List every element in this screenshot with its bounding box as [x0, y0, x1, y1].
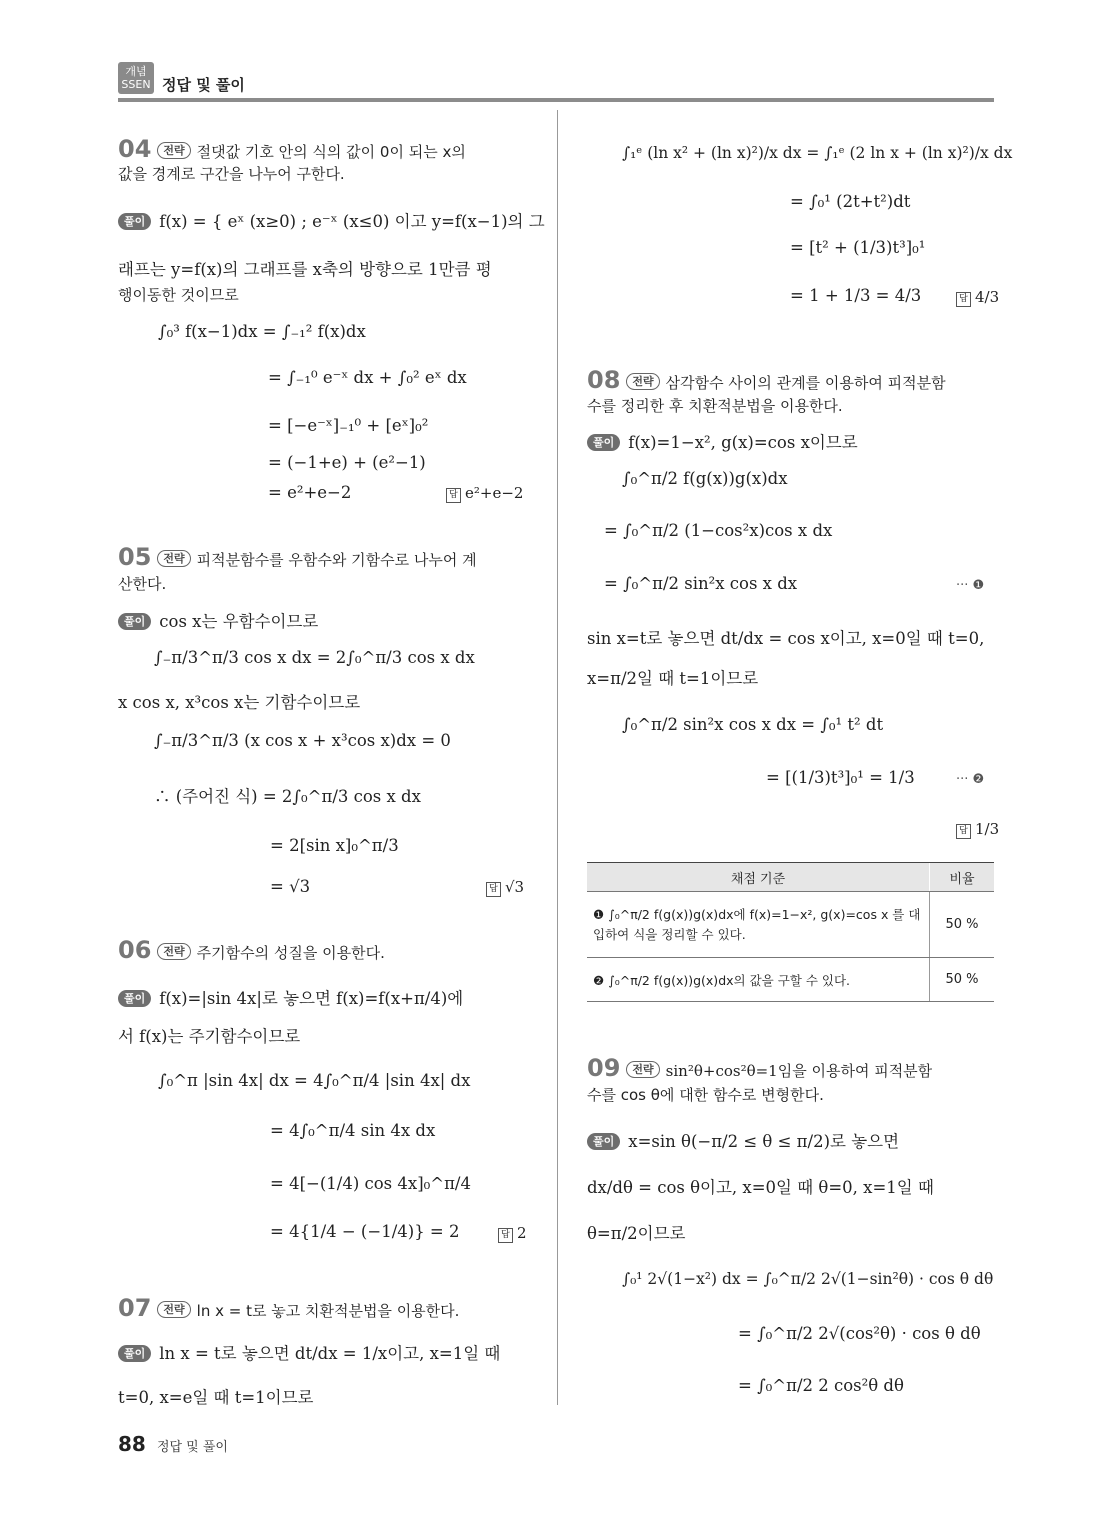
- math-line: = ∫₀^π/2 (1−cos²x)cos x dx: [604, 521, 833, 540]
- table-header: 채점 기준: [587, 863, 930, 892]
- text-line: 행이동한 것이므로: [118, 286, 239, 304]
- solution-line: [587, 429, 858, 453]
- problem-04-heading: [118, 135, 466, 163]
- problem-number: 04: [118, 135, 152, 163]
- math-line: = (−1+e) + (e²−1): [268, 453, 426, 472]
- answer: [446, 484, 523, 503]
- answer-icon: 답: [956, 824, 971, 839]
- solution-line: [118, 608, 318, 632]
- math-line: f(x) = { eˣ (x≥0) ; e⁻ˣ (x≤0) 이고 y=f(x−1)의 그: [159, 212, 545, 231]
- math-line: = 4∫₀^π/4 sin 4x dx: [270, 1121, 436, 1140]
- problem-05-heading: [118, 543, 477, 571]
- step-marker: ··· ❷: [956, 772, 985, 787]
- answer-value: 4/3: [975, 288, 1000, 306]
- math-line: 래프는 y=f(x)의 그래프를 x축의 방향으로 1만큼 평: [118, 260, 492, 279]
- math-line: = ∫₋₁⁰ e⁻ˣ dx + ∫₀² eˣ dx: [268, 368, 467, 387]
- solution-tag: 풀이: [587, 1133, 620, 1150]
- answer: [486, 878, 524, 897]
- step-marker: ··· ❶: [956, 578, 985, 593]
- math-line: = 2[sin x]₀^π/3: [270, 836, 399, 855]
- strategy-tag: 전략: [157, 1301, 190, 1318]
- strategy-tag: 전략: [157, 142, 190, 159]
- table-cell: [587, 892, 930, 958]
- math-line: t=0, x=e일 때 t=1이므로: [118, 1388, 314, 1407]
- solution-line: [587, 1128, 899, 1152]
- math-line: ∫₋π/3^π/3 cos x dx = 2∫₀^π/3 cos x dx: [154, 648, 475, 667]
- math-line: ∫₀¹ 2√(1−x²) dx = ∫₀^π/2 2√(1−sin²θ) · cos θ dθ: [622, 1270, 994, 1288]
- math-line: x cos x, x³cos x는 기함수이므로: [118, 693, 361, 712]
- answer-icon: 답: [956, 292, 971, 307]
- strategy-text: 주기함수의 성질을 이용한다.: [196, 944, 385, 962]
- math-line: f(x)=|sin 4x|로 놓으면 f(x)=f(x+π/4)에: [159, 989, 464, 1008]
- math-line: = 4[−(1/4) cos 4x]₀^π/4: [270, 1174, 471, 1193]
- page-number: 88: [118, 1432, 146, 1456]
- criterion-text: ∫₀^π/2 f(g(x))g(x)dx의 값을 구할 수 있다.: [608, 972, 850, 988]
- answer: [956, 820, 999, 839]
- math-line: f(x)=1−x², g(x)=cos x이므로: [628, 433, 858, 452]
- strategy-text: 수를 cos θ에 대한 함수로 변형한다.: [587, 1086, 824, 1104]
- solution-tag: 풀이: [118, 990, 151, 1007]
- math-line: = e²+e−2: [268, 483, 352, 502]
- footer-label: 정답 및 풀이: [156, 1440, 228, 1455]
- strategy-text: sin²θ+cos²θ=1임을 이용하여 피적분함: [665, 1062, 933, 1080]
- problem-number: 07: [118, 1294, 152, 1322]
- header-title: 정답 및 풀이: [162, 76, 245, 94]
- answer-icon: 답: [498, 1228, 513, 1243]
- solution-tag: 풀이: [118, 213, 151, 230]
- problem-06-heading: [118, 936, 385, 964]
- math-line: ∫₀^π |sin 4x| dx = 4∫₀^π/4 |sin 4x| dx: [158, 1071, 471, 1090]
- problem-number: 09: [587, 1054, 621, 1082]
- math-line: θ=π/2이므로: [587, 1224, 686, 1243]
- math-line: ∫₀^π/2 f(g(x))g(x)dx: [622, 469, 788, 488]
- answer-value: √3: [505, 878, 525, 896]
- page-header: [118, 60, 994, 104]
- strategy-tag: 전략: [626, 1061, 659, 1078]
- math-line: 서 f(x)는 주기함수이므로: [118, 1027, 301, 1046]
- math-line: = [t² + (1/3)t³]₀¹: [790, 238, 926, 257]
- solution-tag: 풀이: [118, 1345, 151, 1362]
- solution-tag: 풀이: [118, 613, 151, 630]
- solution-line: [118, 985, 463, 1009]
- math-line: = ∫₀¹ (2t+t²)dt: [790, 192, 911, 211]
- answer-icon: 답: [446, 488, 461, 503]
- table-cell: 50 %: [930, 958, 995, 1002]
- strategy-text: 피적분함수를 우함수와 기함수로 나누어 계: [196, 551, 477, 569]
- strategy-text: 절댓값 기호 안의 식의 값이 0이 되는 x의: [196, 143, 466, 161]
- solution-line: [118, 1340, 500, 1364]
- math-line: ∫₀^π/2 sin²x cos x dx = ∫₀¹ t² dt: [622, 715, 884, 734]
- math-line: ∫₀³ f(x−1)dx = ∫₋₁² f(x)dx: [158, 322, 366, 341]
- math-line: dx/dθ = cos θ이고, x=0일 때 θ=0, x=1일 때: [587, 1178, 934, 1197]
- answer: [956, 288, 999, 307]
- answer-value: e²+e−2: [465, 484, 524, 502]
- strategy-text: 삼각함수 사이의 관계를 이용하여 피적분함: [665, 374, 946, 392]
- math-line: = [(1/3)t³]₀¹ = 1/3: [766, 768, 915, 787]
- solution-tag: 풀이: [587, 434, 620, 451]
- math-line: ∫₁ᵉ (ln x² + (ln x)²)/x dx = ∫₁ᵉ (2 ln x + (ln x)²)/x dx: [622, 144, 1013, 162]
- problem-number: 06: [118, 936, 152, 964]
- math-line: = 1 + 1/3 = 4/3: [790, 286, 922, 305]
- page-footer: [118, 1432, 228, 1456]
- math-line: ∴ (주어진 식) = 2∫₀^π/3 cos x dx: [154, 787, 421, 806]
- strategy-tag: 전략: [626, 373, 659, 390]
- problem-09-heading: [587, 1054, 932, 1082]
- math-line: = ∫₀^π/2 2 cos²θ dθ: [738, 1376, 904, 1395]
- strategy-text: 값을 경계로 구간을 나누어 구한다.: [118, 165, 345, 183]
- math-line: cos x는 우함수이므로: [159, 612, 319, 631]
- math-line: sin x=t로 놓으면 dt/dx = cos x이고, x=0일 때 t=0,: [587, 629, 985, 648]
- strategy-tag: 전략: [157, 550, 190, 567]
- criterion-text: ∫₀^π/2 f(g(x))g(x)dx에 f(x)=1−x², g(x)=cos x 를 대입하여 식을 정리할 수 있다.: [593, 906, 921, 942]
- math-line: = ∫₀^π/2 2√(cos²θ) · cos θ dθ: [738, 1324, 981, 1343]
- strategy-text: 산한다.: [118, 575, 167, 593]
- answer-value: 1/3: [975, 820, 1000, 838]
- table-cell: 50 %: [930, 892, 995, 958]
- math-line: ∫₋π/3^π/3 (x cos x + x³cos x)dx = 0: [154, 731, 451, 750]
- math-line: = 4{1/4 − (−1/4)} = 2: [270, 1222, 460, 1241]
- column-divider: [557, 110, 558, 1405]
- scoring-table: [587, 862, 994, 1002]
- solution-line: [118, 208, 545, 232]
- brand-logo: 개념 SSEN: [118, 62, 154, 94]
- table-header: 비율: [930, 863, 995, 892]
- problem-number: 05: [118, 543, 152, 571]
- math-line: x=sin θ(−π/2 ≤ θ ≤ π/2)로 놓으면: [628, 1132, 900, 1151]
- strategy-text: 수를 정리한 후 치환적분법을 이용한다.: [587, 397, 843, 415]
- math-line: = ∫₀^π/2 sin²x cos x dx: [604, 574, 798, 593]
- strategy-text: ln x = t로 놓고 치환적분법을 이용한다.: [196, 1302, 460, 1320]
- table-header-row: [587, 863, 994, 892]
- table-cell: [587, 958, 930, 1002]
- answer-value: 2: [517, 1224, 527, 1242]
- table-row: [587, 892, 994, 958]
- answer: [498, 1224, 527, 1243]
- answer-icon: 답: [486, 882, 501, 897]
- math-line: = √3: [270, 877, 311, 896]
- step-marker: ❷: [593, 972, 605, 988]
- problem-07-heading: [118, 1294, 459, 1322]
- math-line: = [−e⁻ˣ]₋₁⁰ + [eˣ]₀²: [268, 416, 429, 435]
- problem-number: 08: [587, 366, 621, 394]
- problem-08-heading: [587, 366, 946, 394]
- header-rule: [118, 98, 994, 102]
- step-marker: ❶: [593, 906, 605, 922]
- math-line: x=π/2일 때 t=1이므로: [587, 669, 759, 688]
- strategy-tag: 전략: [157, 943, 190, 960]
- math-line: ln x = t로 놓으면 dt/dx = 1/x이고, x=1일 때: [159, 1344, 501, 1363]
- table-row: [587, 958, 994, 1002]
